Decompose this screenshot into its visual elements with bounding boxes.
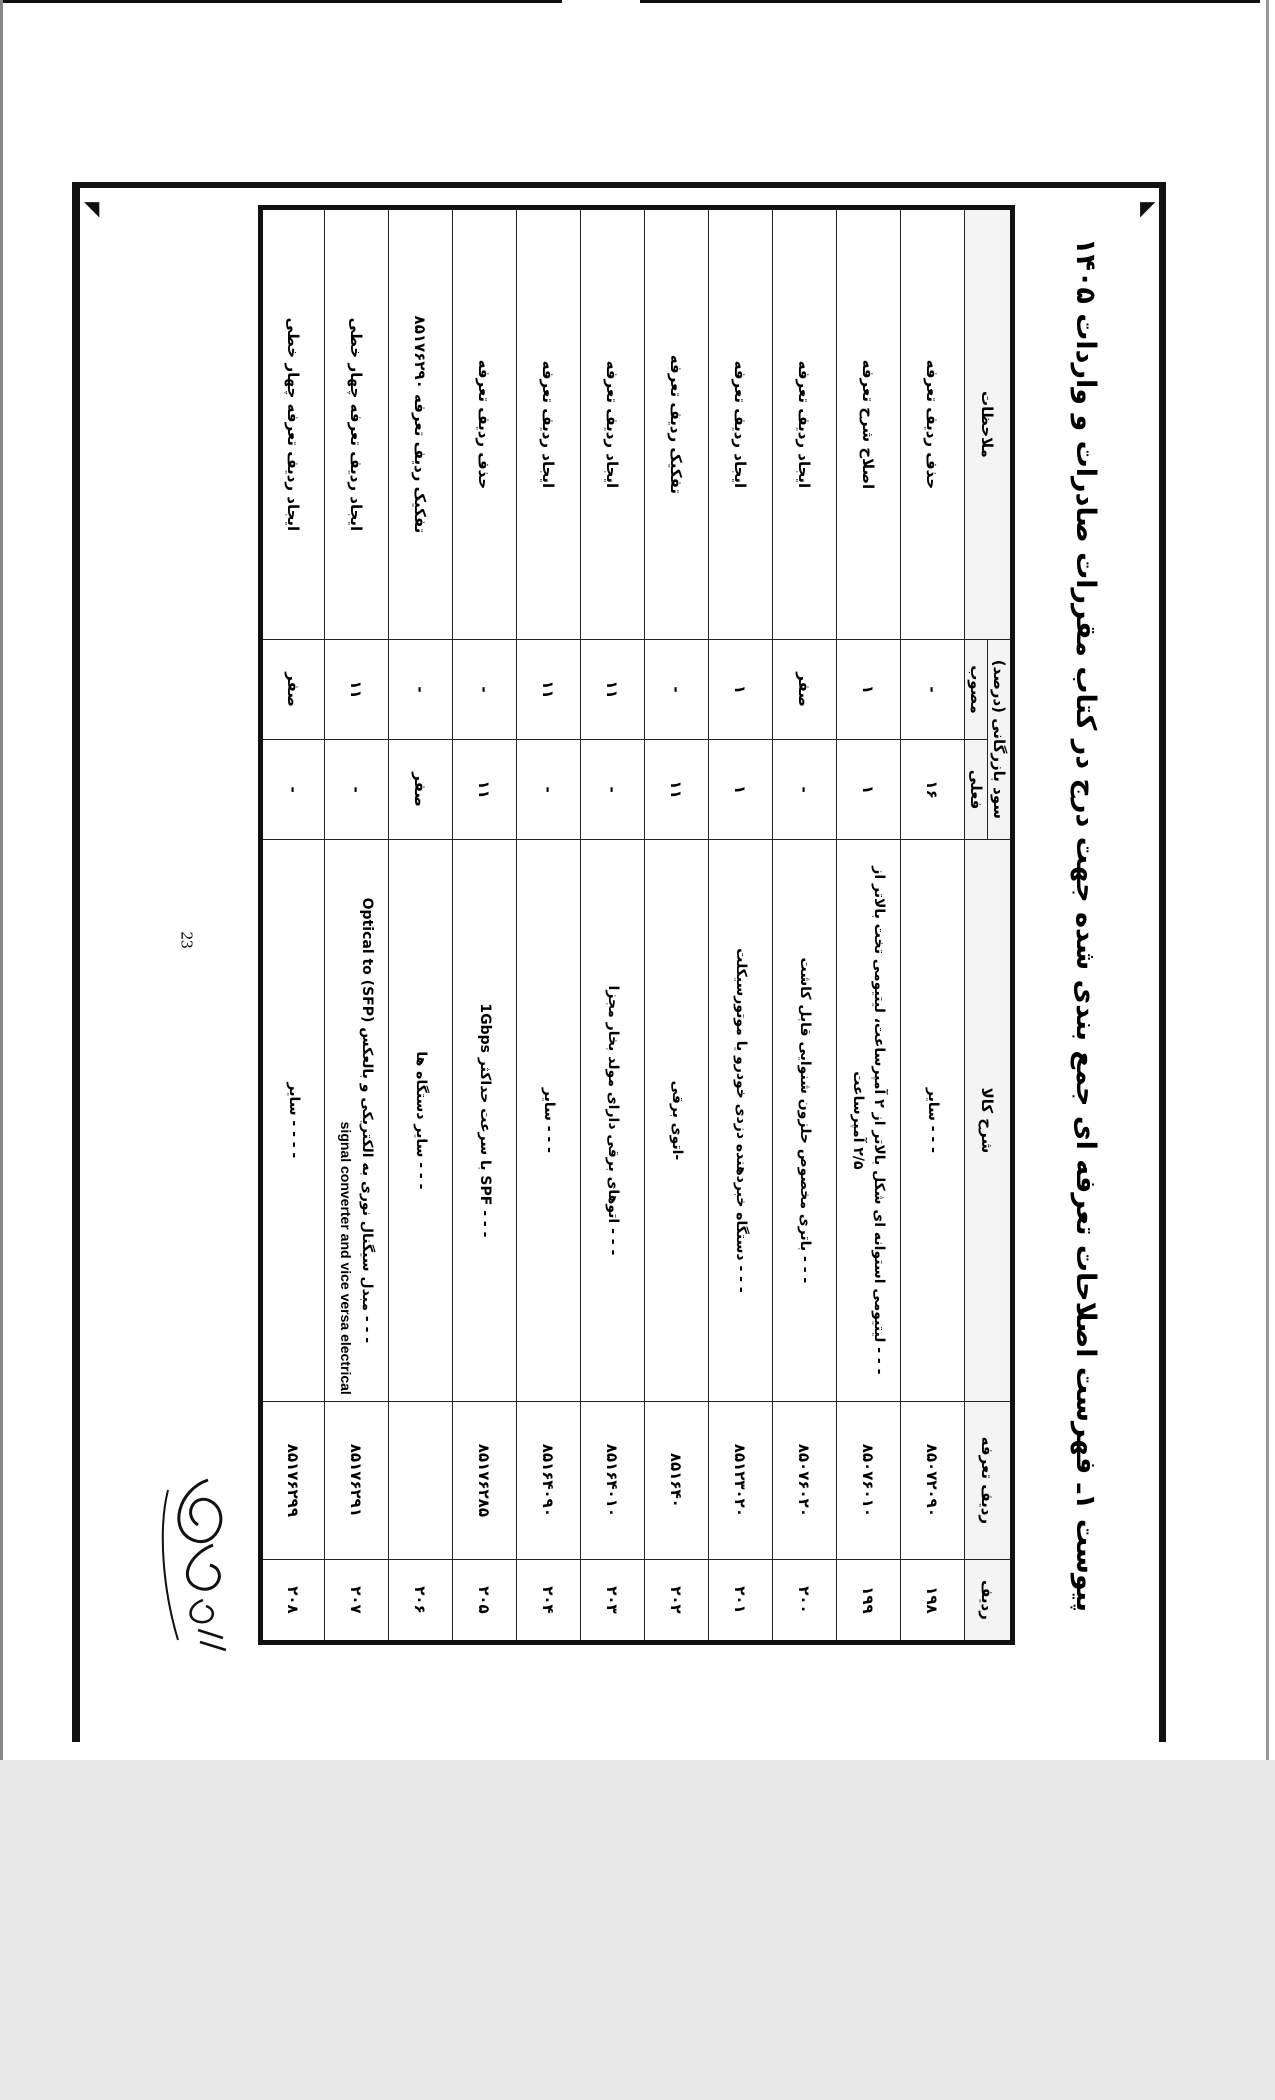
- cell-duty-approved: ۱۱: [517, 639, 581, 739]
- description-line: -اتوی برقی: [669, 1080, 685, 1161]
- cell-tariff-code: [389, 1401, 453, 1559]
- table-row: [581, 208, 645, 1643]
- cell-duty-approved: -: [645, 639, 709, 739]
- header-duty-group: سود بازرگانی (درصد): [988, 639, 1013, 839]
- header-duty-current: فعلی: [965, 740, 988, 840]
- table-row: [773, 208, 837, 1643]
- cell-remarks: تفکیک ردیف تعرفه: [645, 208, 709, 640]
- page-number: 23: [177, 931, 197, 949]
- cell-row-number: ۲۰۳: [581, 1559, 645, 1642]
- cell-tariff-code: ۸۵۱۷۶۲۸۵: [453, 1401, 517, 1559]
- corner-mark-icon: ◥: [84, 196, 100, 220]
- cell-duty-current: -: [773, 740, 837, 840]
- table-row: [709, 208, 773, 1643]
- cell-duty-approved: -: [453, 639, 517, 739]
- cell-duty-current: -: [325, 740, 389, 840]
- tariff-table-body: [261, 208, 965, 1643]
- cell-tariff-code: ۸۵۰۷۲۰۹۰: [901, 1401, 965, 1559]
- cell-duty-approved: ۱: [709, 639, 773, 739]
- scan-edge-left: [0, 0, 3, 1760]
- cell-duty-approved: صفر: [773, 639, 837, 739]
- description-line: - - - SPF با سرعت حداکثر 1Gbps: [477, 1003, 493, 1238]
- cell-duty-current: ۱۱: [453, 740, 517, 840]
- handwritten-signature: [138, 1470, 248, 1660]
- table-row: [453, 208, 517, 1643]
- cell-description: [517, 839, 581, 1401]
- cell-row-number: ۱۹۸: [901, 1559, 965, 1642]
- cell-duty-current: -: [517, 740, 581, 840]
- cell-row-number: ۲۰۴: [517, 1559, 581, 1642]
- header-description: شرح کالا: [965, 839, 1013, 1401]
- cell-tariff-code: ۸۵۱۲۳۰۲۰: [709, 1401, 773, 1559]
- description-line: signal converter and vice versa electrical: [338, 1121, 355, 1395]
- scan-border-top: [2, 0, 562, 3]
- cell-description: [325, 839, 389, 1401]
- description-line: - - - سایر: [925, 1087, 941, 1153]
- cell-tariff-code: ۸۵۱۶۴۰: [645, 1401, 709, 1559]
- cell-remarks: اصلاح شرح تعرفه: [837, 208, 901, 640]
- table-row: [645, 208, 709, 1643]
- cell-duty-current: -: [261, 740, 325, 840]
- cell-duty-approved: ۱۱: [581, 639, 645, 739]
- cell-remarks: حذف ردیف تعرفه: [901, 208, 965, 640]
- header-duty-approved: مصوب: [965, 639, 988, 739]
- cell-remarks: ایجاد ردیف تعرفه چهار خطی: [261, 208, 325, 640]
- cell-row-number: ۲۰۶: [389, 1559, 453, 1642]
- cell-duty-current: -: [581, 740, 645, 840]
- cell-description: [773, 839, 837, 1401]
- table-row: [389, 208, 453, 1643]
- cell-row-number: ۲۰۲: [645, 1559, 709, 1642]
- scan-border-top: [640, 0, 1260, 3]
- cell-remarks: ایجاد ردیف تعرفه: [773, 208, 837, 640]
- description-line: - - - دستگاه خبردهنده دزدی خودرو یا موتورسیکلت: [733, 948, 749, 1293]
- cell-description: [645, 839, 709, 1401]
- cell-duty-current: ۱: [837, 740, 901, 840]
- cell-description: [261, 839, 325, 1401]
- cell-remarks: ایجاد ردیف تعرفه چهار خطی: [325, 208, 389, 640]
- table-row: [901, 208, 965, 1643]
- cell-duty-approved: صفر: [261, 639, 325, 739]
- cell-remarks: ایجاد ردیف تعرفه: [517, 208, 581, 640]
- document-title: پیوست ۱ـ فهرست اصلاحات تعرفه ای جمع بندی شده جهت درج در کتاب مقررات صادرات و واردات ۱۴۰۵: [1070, 237, 1101, 1613]
- cell-remarks: حذف ردیف تعرفه: [453, 208, 517, 640]
- cell-remarks: ایجاد ردیف تعرفه: [581, 208, 645, 640]
- cell-row-number: ۲۰۷: [325, 1559, 389, 1642]
- table-row: [837, 208, 901, 1643]
- scan-edge-right: [1266, 0, 1269, 1760]
- cell-duty-current: ۱۱: [645, 740, 709, 840]
- cell-tariff-code: ۸۵۱۶۴۰۱۰: [581, 1401, 645, 1559]
- cell-description: [709, 839, 773, 1401]
- cell-row-number: ۲۰۸: [261, 1559, 325, 1642]
- description-line: - - - سایر: [541, 1087, 557, 1153]
- cell-tariff-code: ۸۵۱۷۶۲۹۱: [325, 1401, 389, 1559]
- cell-description: [901, 839, 965, 1401]
- cell-duty-current: صفر: [389, 740, 453, 840]
- cell-duty-approved: ۱: [837, 639, 901, 739]
- description-line: - - - سایر دستگاه ها: [413, 1051, 429, 1190]
- cell-description: [453, 839, 517, 1401]
- rotated-document: [210, 205, 1115, 1645]
- header-row-number: ردیف: [965, 1559, 1013, 1642]
- cell-remarks: ایجاد ردیف تعرفه: [709, 208, 773, 640]
- description-line: - - - مبدل سیگنال نوری به الکتریکی و بالعکس (SFP) Optical to: [359, 897, 376, 1344]
- tariff-table: [258, 205, 1015, 1645]
- corner-mark-icon: ◤: [1140, 196, 1156, 220]
- cell-duty-current: ۱: [709, 740, 773, 840]
- cell-tariff-code: ۸۵۰۷۶۰۲۰: [773, 1401, 837, 1559]
- cell-description: [837, 839, 901, 1401]
- cell-remarks: تفکیک ردیف تعرفه ۸۵۱۷۶۲۹۰: [389, 208, 453, 640]
- table-row: [261, 208, 325, 1643]
- cell-duty-approved: -: [901, 639, 965, 739]
- cell-duty-approved: -: [389, 639, 453, 739]
- description-line: - - - اتوهای برقی دارای مولد بخار مجزا: [605, 985, 621, 1256]
- description-line: - - - لیتیومی استوانه ای شکل بالاتر از ۲ آمپرساعت، لیتیومی تخت بالاتر از: [871, 866, 888, 1375]
- cell-row-number: ۲۰۱: [709, 1559, 773, 1642]
- cell-tariff-code: ۸۵۱۷۶۲۹۹: [261, 1401, 325, 1559]
- description-line: - - - - سایر: [286, 1082, 302, 1159]
- table-row: [325, 208, 389, 1643]
- table-row: [517, 208, 581, 1643]
- cell-description: [581, 839, 645, 1401]
- cell-duty-approved: ۱۱: [325, 639, 389, 739]
- cell-row-number: ۲۰۵: [453, 1559, 517, 1642]
- cell-row-number: ۱۹۹: [837, 1559, 901, 1642]
- cell-description: [389, 839, 453, 1401]
- description-line: - - - باتری مخصوص حلزون شنوایی قابل کاشت: [797, 957, 813, 1284]
- cell-tariff-code: ۸۵۰۷۶۰۱۰: [837, 1401, 901, 1559]
- header-tariff-code: ردیف تعرفه: [965, 1401, 1013, 1559]
- cell-row-number: ۲۰۰: [773, 1559, 837, 1642]
- description-line: ۲/۵ آمپرساعت: [850, 1071, 867, 1170]
- cell-tariff-code: ۸۵۱۶۴۰۹۰: [517, 1401, 581, 1559]
- cell-duty-current: ۱۶: [901, 740, 965, 840]
- header-remarks: ملاحظات: [965, 208, 1013, 640]
